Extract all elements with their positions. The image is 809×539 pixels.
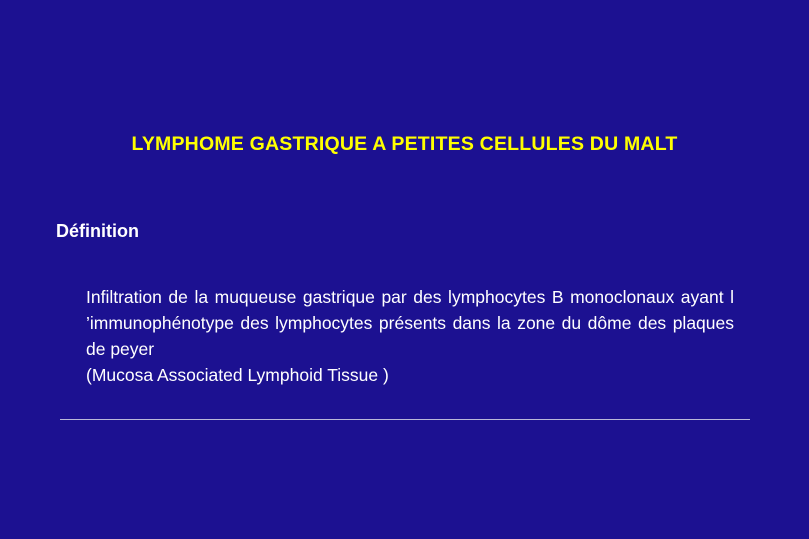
- definition-paragraph-parenthetical: (Mucosa Associated Lymphoid Tissue ): [86, 365, 389, 385]
- definition-body: [86, 284, 734, 388]
- horizontal-divider: [60, 419, 750, 420]
- definition-paragraph: Infiltration de la muqueuse gastrique par des lymphocytes B monoclonaux ayant l ’immunophénotype des lymphocytes présents dans la zone du dôme des plaques de peyer: [86, 287, 734, 359]
- slide-title: LYMPHOME GASTRIQUE A PETITES CELLULES DU MALT: [131, 133, 678, 155]
- section-heading-definition: Définition: [56, 221, 139, 241]
